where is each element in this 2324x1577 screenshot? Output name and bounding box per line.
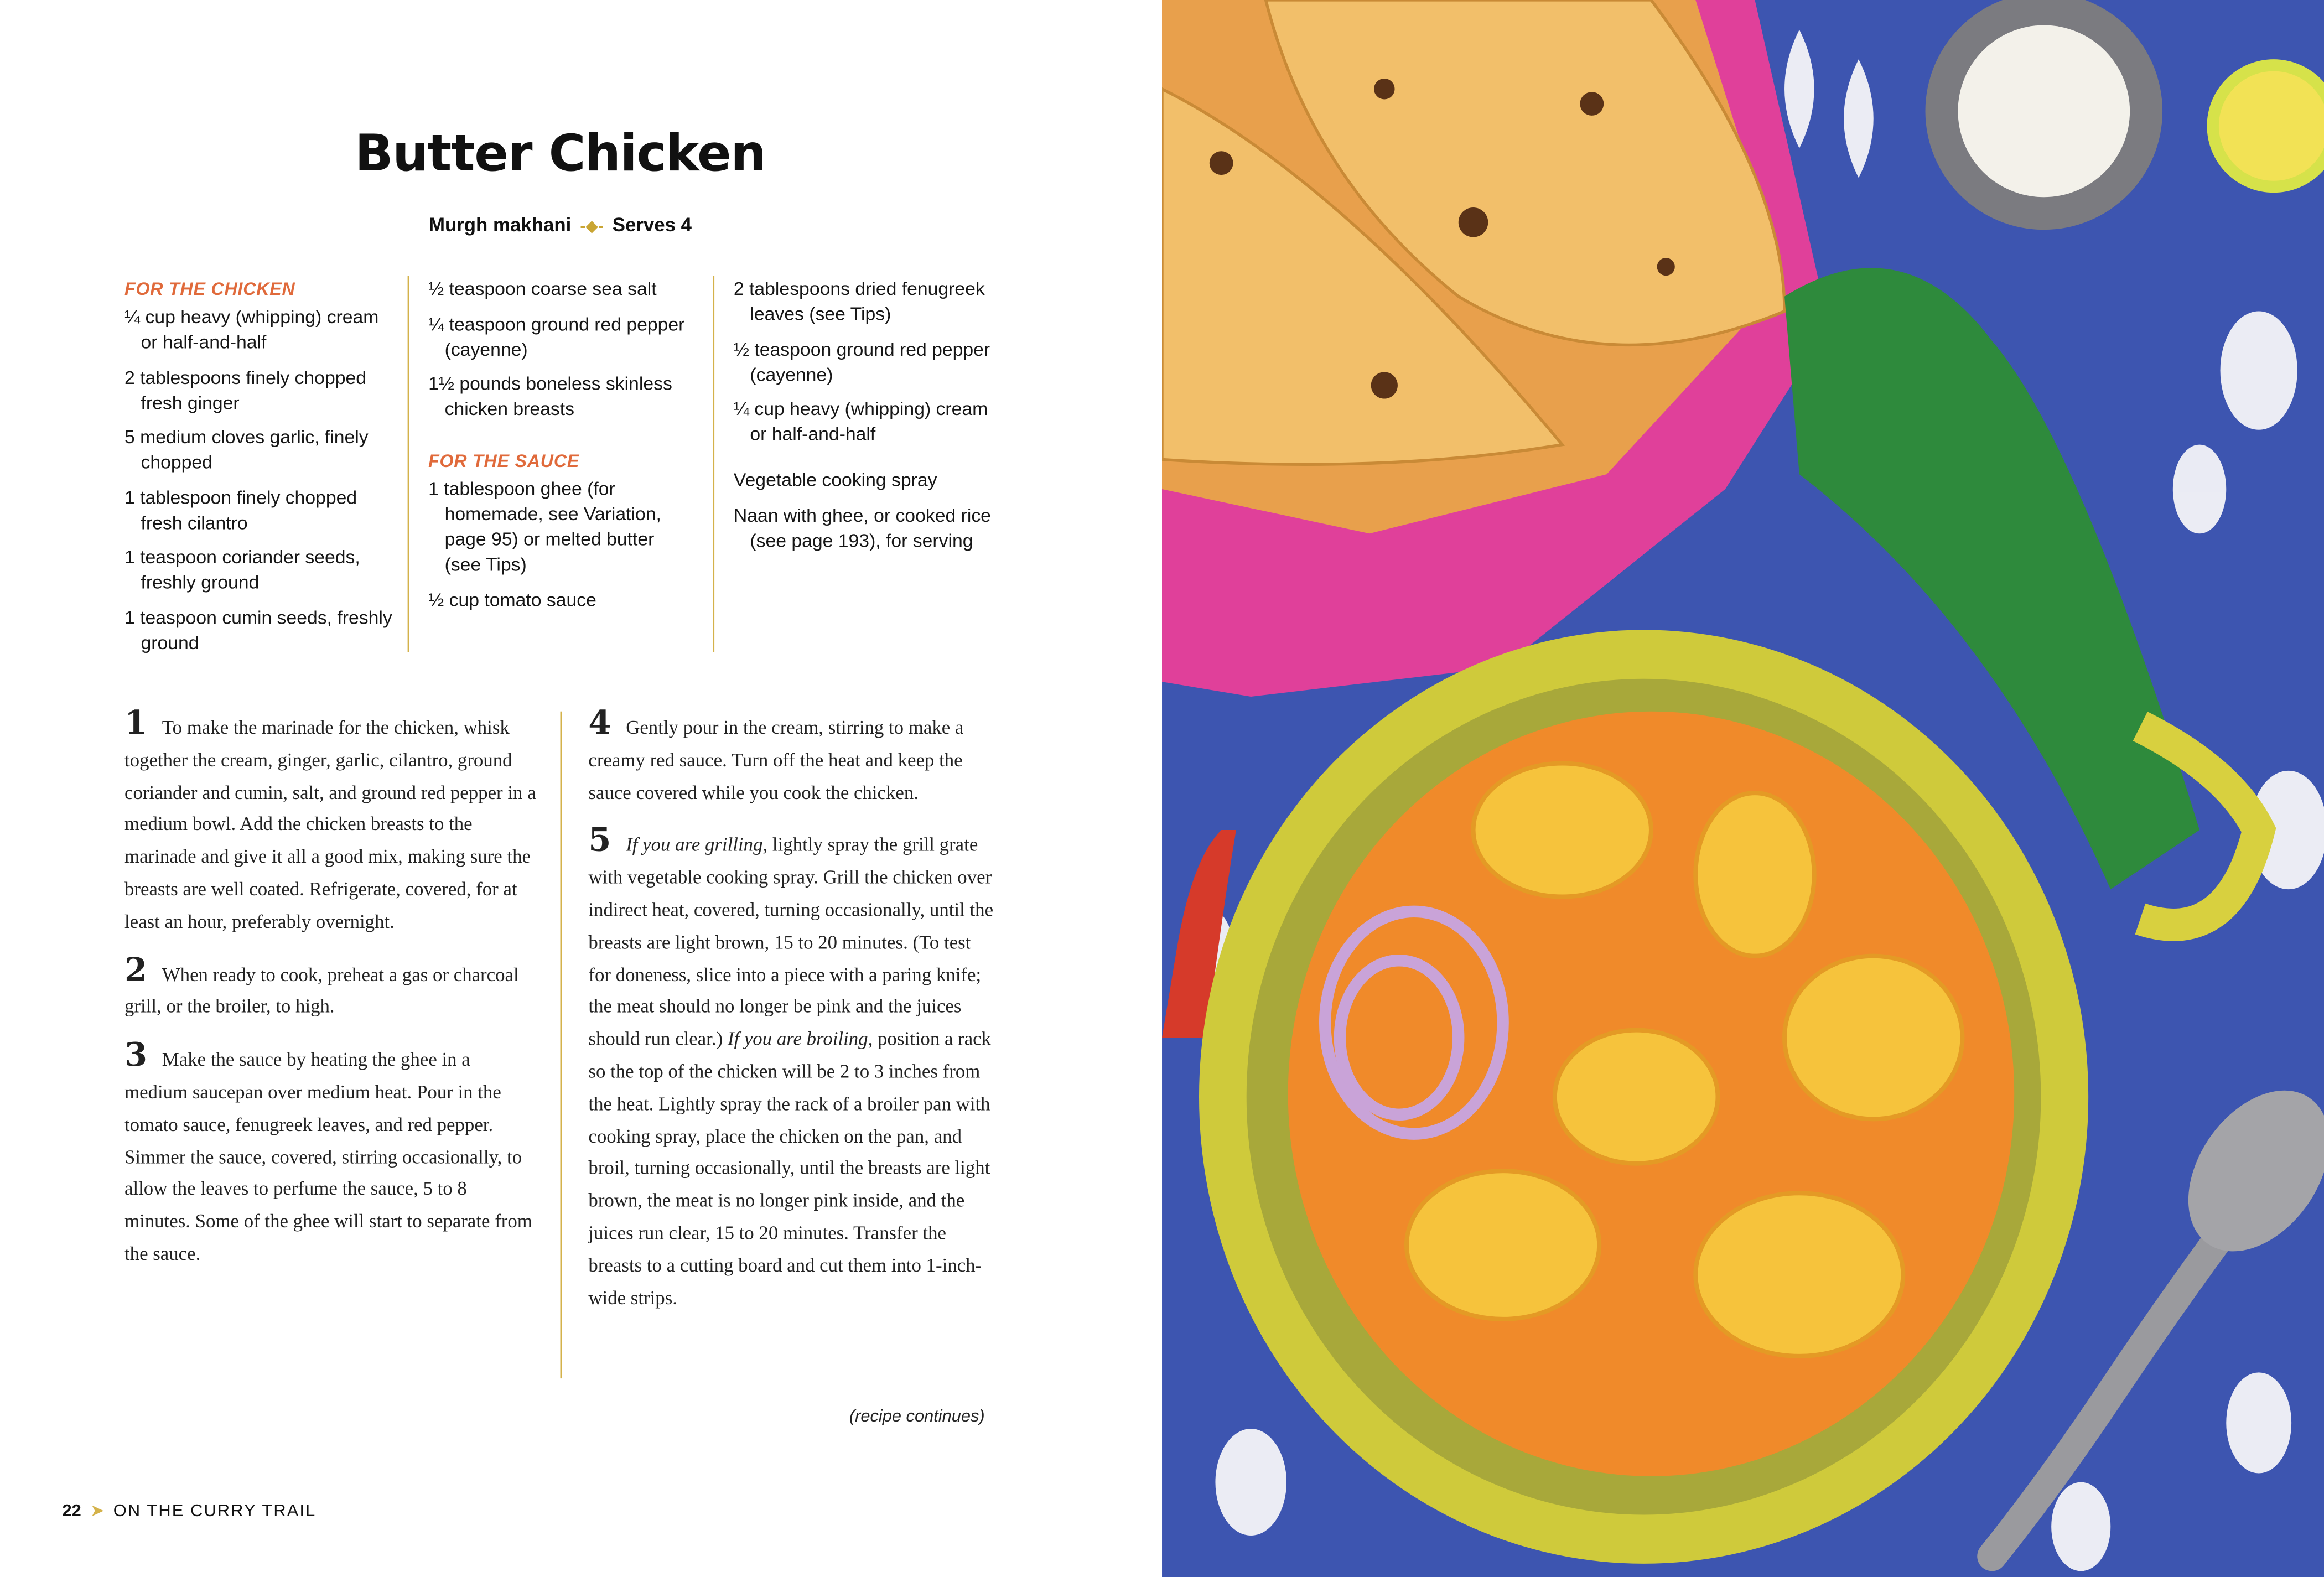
step-lead: If you are broiling: [727, 1027, 868, 1050]
step-3: [124, 1036, 537, 1270]
ingredient: 1 tablespoon ghee (for homemade, see Variation, page 95) or melted butter (see Tips): [428, 479, 661, 575]
ingredient: ½ teaspoon coarse sea salt: [428, 278, 657, 300]
step-number: 3: [124, 1036, 148, 1075]
step-4: [588, 704, 996, 808]
ingredients-column-1: [124, 277, 399, 666]
section-name: ON THE CURRY TRAIL: [113, 1503, 317, 1521]
step-number: 4: [588, 704, 611, 743]
step-2: [124, 951, 537, 1023]
ornament-icon: -◆-: [580, 217, 604, 236]
ingredient: ¼ teaspoon ground red pepper (cayenne): [428, 313, 685, 360]
ingredient: 1 tablespoon finely chopped fresh cilantro: [124, 486, 357, 533]
steps-column-1: [124, 704, 537, 1288]
ingredient: Vegetable cooking spray: [733, 470, 937, 491]
recipe-subtitle: [0, 214, 1120, 236]
step-number: 2: [124, 951, 148, 990]
butter-chicken-illustration: [1162, 0, 2324, 1577]
serves: Serves 4: [612, 213, 692, 236]
ingredient: 5 medium cloves garlic, finely chopped: [124, 427, 369, 473]
step-text: , position a rack so the top of the chicken will be 2 to 3 inches from the heat. Lightly spray the rack of a broiler pan with cooking spray, place the chicken on the pan, and broil, turning occasionally, until the breasts are light brown, the meat is no longer pink inside, and the juices run clear, 15 to 20 minutes. Transfer the breasts to a cutting board and cut them into 1-inch-wide strips.: [588, 1027, 992, 1308]
section-heading: FOR THE CHICKEN: [124, 278, 295, 300]
alt-name: Murgh makhani: [428, 213, 572, 236]
ingredient: 1½ pounds boneless skinless chicken breasts: [428, 374, 672, 420]
step-text: Gently pour in the cream, stirring to make a creamy red sauce. Turn off the heat and keep the sauce covered while you cook the chicken.: [588, 715, 964, 803]
section-heading: FOR THE SAUCE: [428, 450, 580, 471]
page-number: 22: [62, 1503, 81, 1521]
ingredient: 2 tablespoons dried fenugreek leaves (see Tips): [733, 278, 985, 325]
ingredients-column-2: [428, 277, 695, 622]
step-number: 1: [124, 704, 148, 743]
column-rule: [713, 276, 715, 652]
arrow-icon: ➤: [90, 1503, 105, 1521]
step-1: [124, 704, 537, 937]
step-text: Make the sauce by heating the ghee in a medium saucepan over medium heat. Pour in the tomato sauce, fenugreek leaves, and red pepper. Simmer the sauce, covered, stirring occasionally, to allow the leaves to perfume the sauce, 5 to 8 minutes. Some of the ghee will start to separate from the sauce.: [124, 1048, 532, 1264]
step-text: When ready to cook, preheat a gas or charcoal grill, or the broiler, to high.: [124, 962, 519, 1018]
ingredient: 1 teaspoon coriander seeds, freshly ground: [124, 547, 360, 593]
ingredient: ¼ cup heavy (whipping) cream or half-and-half: [124, 307, 379, 353]
ingredient: ½ cup tomato sauce: [428, 589, 596, 610]
column-rule: [561, 712, 563, 1378]
illustration: [1162, 0, 2324, 1577]
ingredients-column-3: [734, 277, 993, 563]
recipe-title: Butter Chicken: [355, 124, 766, 184]
recipe-continues: (recipe continues): [849, 1408, 985, 1426]
step-text: To make the marinade for the chicken, whisk together the cream, ginger, garlic, cilantro, ground coriander and cumin, salt, and ground red pepper in a medium bowl. Add the chicken breasts to the marinade and give it all a good mix, making sure the breasts are well coated. Refrigerate, covered, for at least an hour, preferably overnight.: [124, 715, 536, 932]
steps-column-2: [588, 704, 996, 1331]
step-text: , lightly spray the grill grate with vegetable cooking spray. Grill the chicken over indirect heat, covered, turning occasionally, until the breasts are light brown, 15 to 20 minutes. (To test for doneness, slice into a piece with a paring knife; the meat should no longer be pink and the juices should run clear.): [588, 833, 994, 1050]
step-lead: If you are grilling: [626, 833, 763, 856]
step-number: 5: [588, 821, 611, 860]
ingredient: ½ teaspoon ground red pepper (cayenne): [733, 339, 990, 385]
column-rule: [408, 276, 410, 652]
page-footer: [63, 1500, 317, 1521]
ingredient: 1 teaspoon cumin seeds, freshly ground: [124, 606, 392, 653]
ingredient: Naan with ghee, or cooked rice (see page 193), for serving: [733, 505, 991, 551]
ingredient: ¼ cup heavy (whipping) cream or half-and-half: [733, 398, 988, 445]
ingredient: 2 tablespoons finely chopped fresh ginger: [124, 366, 367, 413]
step-5: [588, 821, 996, 1314]
